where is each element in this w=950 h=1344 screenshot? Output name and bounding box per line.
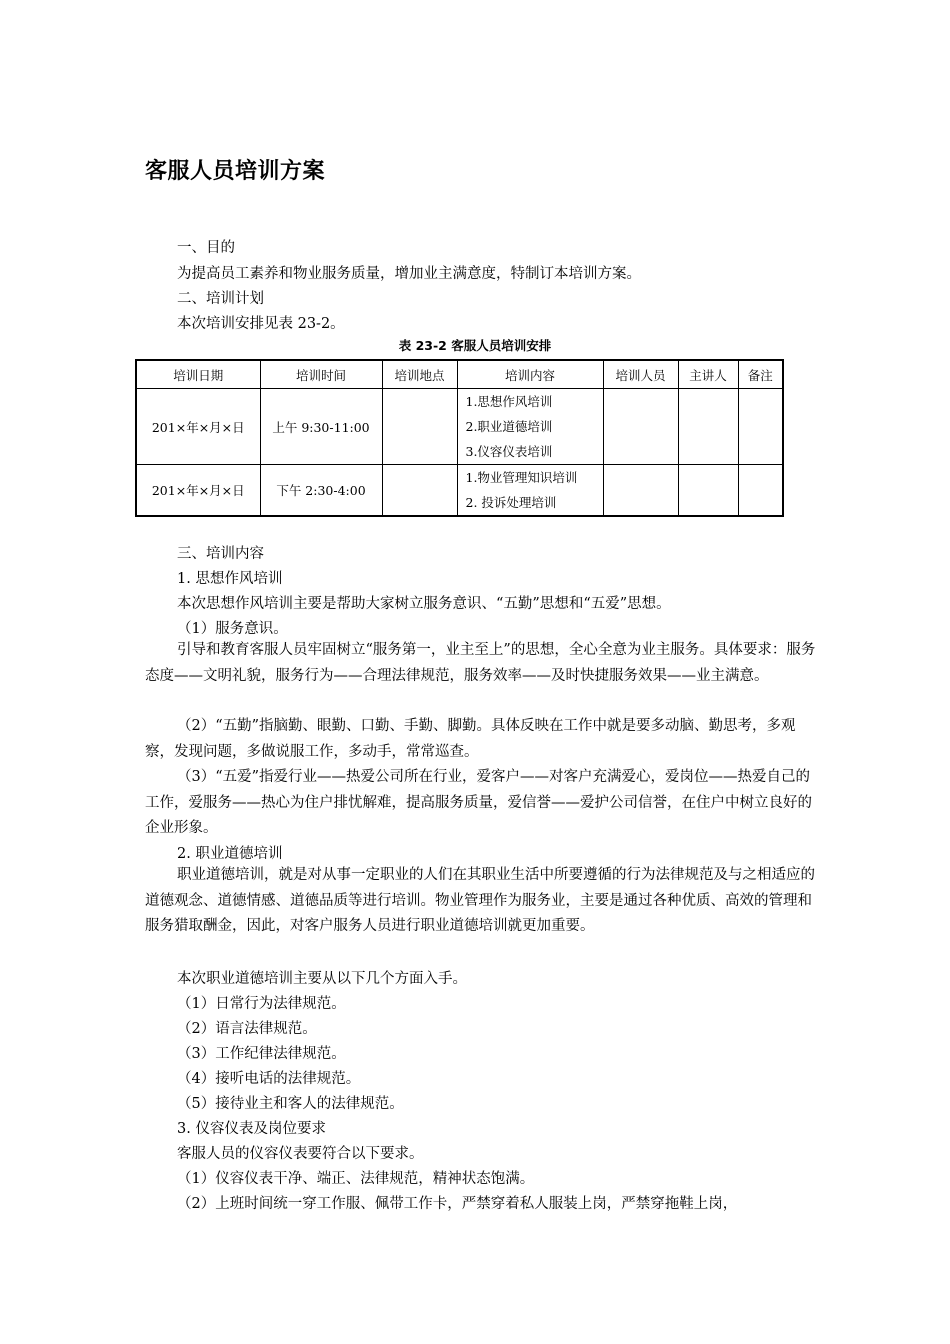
- subsection-2-intro: 本次职业道德培训主要从以下几个方面入手。: [177, 971, 467, 987]
- training-schedule-table: [135, 359, 784, 517]
- subsection-1-item-1: （1）服务意识。: [177, 621, 288, 637]
- subsection-heading-3: 3. 仪容仪表及岗位要求: [177, 1121, 326, 1137]
- header-time: 培训时间: [260, 360, 382, 389]
- subsection-3-intro: 客服人员的仪容仪表要符合以下要求。: [177, 1146, 424, 1162]
- cell-place: [382, 389, 457, 465]
- list-item: （4）接听电话的法律规范。: [177, 1071, 361, 1087]
- purpose-text: 为提高员工素养和物业服务质量，增加业主满意度，特制订本培训方案。: [177, 266, 641, 282]
- subsection-1-item-3-text: （3）“五爱”指爱行业——热爱公司所在行业，爱客户——对客户充满爱心，爱岗位——热爱自己的工作，爱服务——热心为住户排忧解难，提高服务质量，爱信誉——爱护公司信誉，在住户中树立良好的企业形象。: [145, 769, 812, 836]
- cell-time: 下午 2:30-4:00: [260, 465, 382, 517]
- content-item: 3.仪容仪表培训: [465, 444, 553, 459]
- table-row: [136, 389, 783, 465]
- content-item: 2. 投诉处理培训: [465, 495, 557, 510]
- content-item: 1.物业管理知识培训: [465, 470, 578, 485]
- cell-date: 201×年×月×日: [136, 389, 260, 465]
- document-title: 客服人员培训方案: [145, 159, 326, 184]
- list-item: （5）接待业主和客人的法律规范。: [177, 1096, 404, 1112]
- table-header-row: [136, 360, 783, 389]
- header-note: 备注: [738, 360, 783, 389]
- header-place: 培训地点: [382, 360, 457, 389]
- cell-time: 上午 9:30-11:00: [260, 389, 382, 465]
- cell-speaker: [678, 465, 738, 517]
- cell-content: [457, 389, 603, 465]
- header-staff: 培训人员: [603, 360, 678, 389]
- table-caption: 表 23-2 客服人员培训安排: [398, 338, 552, 353]
- header-date: 培训日期: [136, 360, 260, 389]
- plan-text: 本次培训安排见表 23-2。: [177, 316, 345, 332]
- list-item: （3）工作纪律法律规范。: [177, 1046, 346, 1062]
- subsection-heading-2: 2. 职业道德培训: [177, 846, 283, 862]
- subsection-heading-1: 1. 思想作风培训: [177, 571, 283, 587]
- header-speaker: 主讲人: [678, 360, 738, 389]
- list-item: （2）语言法律规范。: [177, 1021, 317, 1037]
- section-heading-content: 三、培训内容: [177, 546, 264, 562]
- cell-content: [457, 465, 603, 517]
- cell-staff: [603, 389, 678, 465]
- cell-date: 201×年×月×日: [136, 465, 260, 517]
- subsection-1-intro: 本次思想作风培训主要是帮助大家树立服务意识、“五勤”思想和“五爱”思想。: [177, 596, 671, 612]
- subsection-1-item-2-text: （2）“五勤”指脑勤、眼勤、口勤、手勤、脚勤。具体反映在工作中就是要多动脑、勤思考，多观察，发现问题，多做说服工作，多动手，常常巡查。: [145, 718, 796, 760]
- cell-note: [738, 389, 783, 465]
- subsection-3-item-1: （1）仪容仪表干净、端正、法律规范，精神状态饱满。: [177, 1171, 535, 1187]
- list-item: （1）日常行为法律规范。: [177, 996, 346, 1012]
- header-content: 培训内容: [457, 360, 603, 389]
- cell-staff: [603, 465, 678, 517]
- cell-speaker: [678, 389, 738, 465]
- content-item: 2.职业道德培训: [465, 419, 553, 434]
- table-row: [136, 465, 783, 517]
- subsection-1-item-1-text: 引导和教育客服人员牢固树立“服务第一，业主至上”的思想，全心全意为业主服务。具体要求：服务态度——文明礼貌，服务行为——合理法律规范，服务效率——及时快捷服务效果——业主满意。: [145, 642, 816, 684]
- cell-note: [738, 465, 783, 517]
- subsection-2-text: 职业道德培训，就是对从事一定职业的人们在其职业生活中所要遵循的行为法律规范及与之相适应的道德观念、道德情感、道德品质等进行培训。物业管理作为服务业，主要是通过各种优质、高效的管理和服务猎取酬金，因此，对客户服务人员进行职业道德培训就更加重要。: [145, 867, 815, 934]
- content-item: 1.思想作风培训: [465, 394, 553, 409]
- section-heading-purpose: 一、目的: [177, 240, 235, 256]
- subsection-3-item-2: （2）上班时间统一穿工作服、佩带工作卡，严禁穿着私人服装上岗，严禁穿拖鞋上岗，: [177, 1196, 738, 1212]
- cell-place: [382, 465, 457, 517]
- section-heading-plan: 二、培训计划: [177, 291, 264, 307]
